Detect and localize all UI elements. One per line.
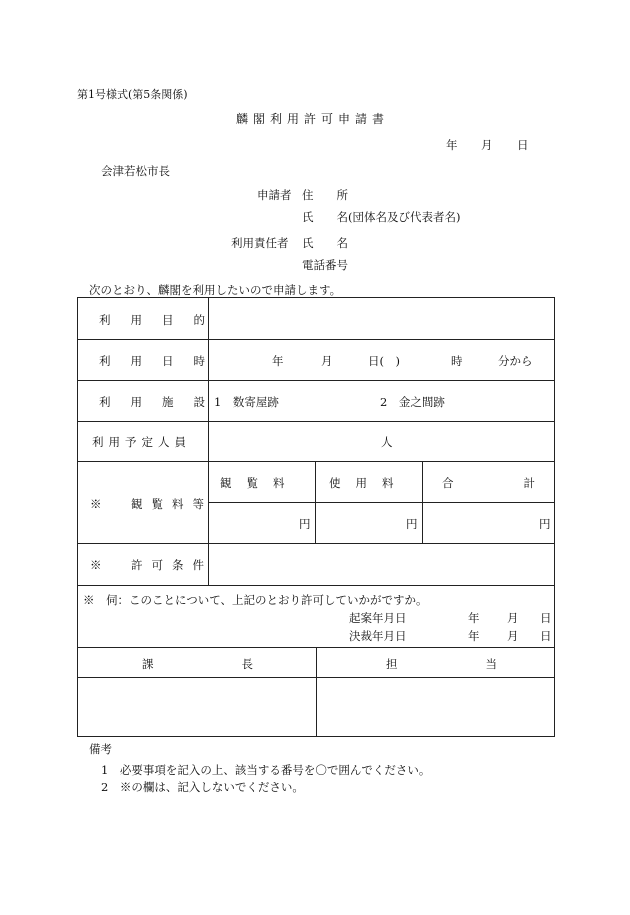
datetime-hour: 時: [451, 354, 463, 368]
fee-unit-viewing: 円: [299, 517, 311, 531]
responsible-label: 利用責任者: [231, 236, 289, 250]
note-item-1: 1 必要事項を記入の上、該当する番号を〇で囲んでください。: [101, 763, 431, 777]
intro-text: 次のとおり、麟閣を利用したいので申請します。: [89, 283, 342, 297]
datetime-label: 利用日時: [99, 354, 225, 368]
fee-header-usage: 使用料: [329, 476, 409, 490]
application-table: [77, 297, 605, 737]
fee-header-total: 合計: [442, 476, 605, 490]
notes-heading: 備考: [89, 742, 112, 756]
decision-date-month: 月: [507, 629, 519, 643]
fee-unit-usage: 円: [406, 517, 418, 531]
facility-option-1[interactable]: 1 数寄屋跡: [214, 395, 279, 409]
datetime-day: 日( ): [368, 354, 400, 368]
note-item-2: 2 ※の欄は、記入しないでください。: [101, 780, 304, 794]
approval-stamp-staff[interactable]: [317, 678, 554, 736]
fee-unit-total: 円: [539, 517, 551, 531]
inquiry-text: ※ 伺：このことについて、上記のとおり許可していかがですか。: [83, 593, 428, 607]
datetime-minute: 分から: [498, 354, 533, 368]
fee-header-viewing: 観覧料: [220, 476, 300, 490]
facility-option-2[interactable]: 2 金之間跡: [380, 395, 445, 409]
decision-date-day: 日: [540, 629, 552, 643]
responsible-phone-label: 電話番号: [302, 258, 348, 272]
draft-date-year: 年: [468, 611, 480, 625]
draft-date-label: 起案年月日: [349, 611, 407, 625]
addressee: 会津若松市長: [101, 164, 170, 178]
responsible-name-label: 氏 名: [302, 236, 348, 250]
approval-header-staff: 担当: [386, 657, 585, 671]
datetime-month: 月: [321, 354, 333, 368]
date-month: 月: [481, 138, 493, 152]
form-number: 第1号様式(第5条関係): [77, 88, 188, 101]
purpose-field[interactable]: [209, 299, 554, 338]
purpose-label: 利用目的: [99, 313, 225, 327]
approval-header-chief: 課長: [142, 657, 341, 671]
applicant-address-label: 住 所: [302, 188, 348, 202]
people-unit: 人: [381, 435, 393, 449]
conditions-label: ※ 許可条件: [90, 558, 213, 572]
applicant-label: 申請者: [257, 188, 292, 202]
fee-label: ※ 観覧料等: [90, 497, 213, 511]
facility-label: 利用施設: [99, 395, 225, 409]
date-year: 年: [446, 138, 458, 152]
form-title: 麟閣利用許可申請書: [236, 112, 390, 126]
date-day: 日: [517, 138, 529, 152]
decision-date-label: 決裁年月日: [349, 629, 407, 643]
approval-stamp-chief[interactable]: [79, 678, 315, 736]
datetime-year: 年: [272, 354, 284, 368]
people-label: 利用予定人員: [92, 435, 191, 449]
applicant-name-label: 氏 名(団体名及び代表者名): [302, 210, 461, 224]
draft-date-day: 日: [540, 611, 552, 625]
decision-date-year: 年: [468, 629, 480, 643]
draft-date-month: 月: [507, 611, 519, 625]
